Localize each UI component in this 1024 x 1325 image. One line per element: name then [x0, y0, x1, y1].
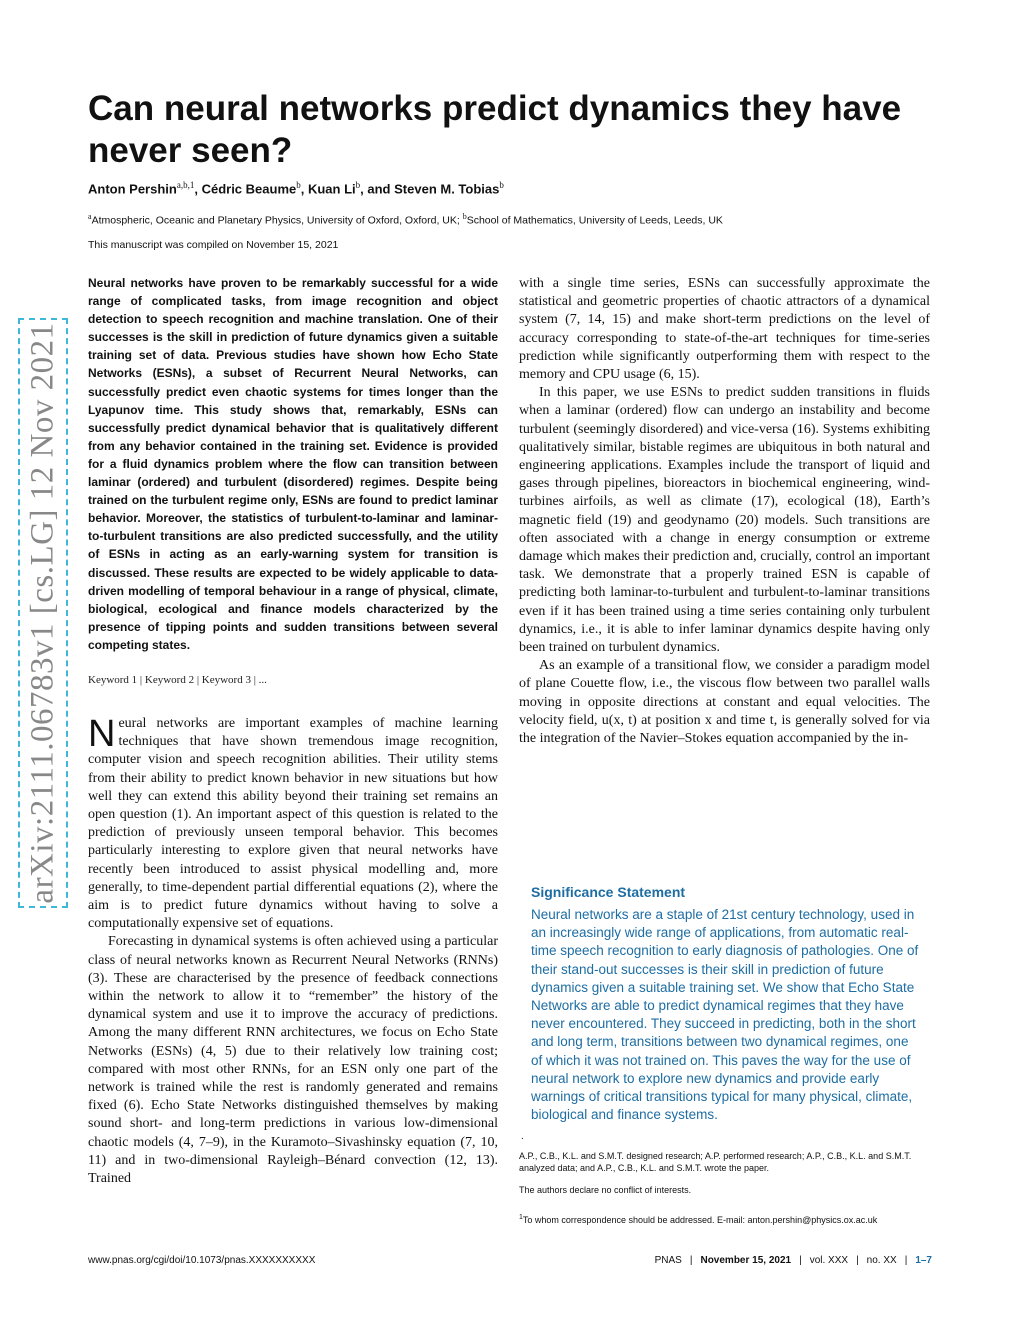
paragraph: Forecasting in dynamical systems is often achieved using a particular class of neural networks known as Recurrent Neural Networks (RNNs) (3). These are characterised by the presence of feedback connections within the network to allow it to “remember” the history of the dynamical system and use it to improve the accuracy of predictions. Among the many different RNN architectures, we focus on Echo State Networks (ESNs) (4, 5) due to their relatively low training cost; compared with most other RNNs, for an ESN only one part of the network is trained while the rest is randomly generated and remains fixed (6). Echo State Networks distinguished themselves by making sound short- and long-term predictions in various low-dimensional chaotic models (4, 7–9), in the Kuramoto–Sivashinsky equation (7, 10, 11) and in two-dimensional Rayleigh–Bénard convection (12, 13). Trained [88, 934, 498, 1187]
author-mark: b [296, 180, 301, 190]
compiled-date: This manuscript was compiled on November 15, 2021 [88, 239, 339, 251]
keywords: Keyword 1 | Keyword 2 | Keyword 3 | ... [88, 674, 267, 686]
dropcap: N [88, 713, 116, 755]
correspondence-note [519, 1212, 931, 1226]
affiliation-mark: b [462, 212, 467, 221]
author-name: Cédric Beaume [201, 181, 297, 197]
footer-separator: | [799, 1255, 802, 1266]
significance-body: Neural networks are a staple of 21st century technology, used in an increasingly wide range of applications, from automatic real-time speech recognition to early diagnosis of pathologies. One of their stand-out successes is their skill in prediction of future dynamics given a suitable training set. We show that Echo State Networks are able to predict dynamical regimes that they have never encountered. They succeed in predicting, both in the short and long term, transitions between two dynamical regimes, one of which it was not trained on. This paves the way for the use of neural network to explore new dynamics and provide early warnings of critical transitions typical for many physical, climate, biological and finance systems. [531, 907, 919, 1123]
body-right-column [519, 275, 930, 748]
paragraph: As an example of a transitional flow, we consider a paradigm model of plane Couette flow, i.e., the viscous flow between two parallel walls moving in opposite directions at constant and equal velocities. The velocity field, u(x, t) at position x and time t, is generally solved for via the integration of the Navier–Stokes equation accompanied by the in- [519, 658, 930, 747]
page-title: Can neural networks predict dynamics they have never seen? [88, 89, 902, 170]
author-list: Anton Pershin$^{a,b,1}$, Cédric Beaume$^b$, Kuan Li$^b$, and Steven M. Tobias$^b$ [88, 180, 504, 197]
paragraph-text: eural networks are important examples of machine learning techniques that have shown tremendous image recognition, computer vision and speech recognition abilities. Their utility stems from their ability to predict known behavior in new situations but how well they can extend this ability beyond their training set remains an open question (1). An important aspect of this question is related to the prediction of previously unseen temporal behavior. This becomes particularly interesting to explore given that neural networks have recently been introduced to assist physical modelling and, more generally, to time-dependent partial differential equations (2), where the aim is to predict future dynamics without having to solve a computationally expensive set of equations. [88, 716, 498, 932]
author-contributions: A.P., C.B., K.L. and S.M.T. designed research; A.P. performed research; A.P., C.B., K.L. and S.M.T. analyzed data; and A.P., C.B., K.L. and S.M.T. wrote the paper. [519, 1151, 912, 1173]
affiliation-b: School of Mathematics, University of Leeds, Leeds, UK [466, 214, 723, 227]
footer-separator: | [689, 1255, 693, 1266]
affiliation-mark: a [88, 212, 92, 221]
significance-title: Significance Statement [531, 884, 686, 900]
paragraph [88, 715, 498, 933]
paragraph: In this paper, we use ESNs to predict sudden transitions in fluids when a laminar (ordered) flow can undergo an instability and become turbulent (seemingly disordered) and vice-versa (16). Systems exhibiting qualitatively similar, bistable regimes are ubiquitous in both natural and engineering applications. Examples include the transport of liquid and gases through pipelines, bioreactors in biochemical engineering, wind-turbines airfoils, as well as climate (17), ecological (18), Earth’s magnetic field (19) and geodynamo (20) models. Such transitions are often associated with a change in energy consumption or extreme damage which makes their prediction and, crucially, control an important task. We demonstrate that a properly trained ESN is capable of predicting both laminar-to-turbulent and turbulent-to-laminar transitions even if it has been trained using a time series containing only turbulent dynamics, i.e., it is able to infer laminar dynamics despite having only been trained on turbulent dynamics. [519, 385, 930, 656]
paragraph: with a single time series, ESNs can successfully approximate the statistical and geometric properties of chaotic attractors of a dynamical system (7, 14, 15) and make short-term predictions on the level of accuracy corresponding to state-of-the-art techniques for time-series prediction while significantly outperforming them with respect to the memory and CPU usage (6, 15). [519, 276, 930, 383]
footer-separator: | [856, 1255, 859, 1266]
footer-pages: 1–7 [915, 1255, 932, 1266]
author-mark: b [355, 180, 361, 190]
footer-info [655, 1255, 932, 1266]
author-name: Anton Pershin [88, 181, 177, 197]
correspondence-text: To whom correspondence should be addressed. E-mail: anton.pershin@physics.ox.ac.uk [522, 1215, 878, 1225]
conflict-statement: The authors declare no conflict of interests. [519, 1185, 692, 1195]
separator-dot: . [521, 1131, 524, 1142]
author-mark: b [499, 180, 504, 190]
affiliation-a: Atmospheric, Oceanic and Planetary Physics, University of Oxford, Oxford, UK; [91, 214, 460, 227]
abstract: Neural networks have proven to be remarkably successful for a wide range of complicated tasks, from image recognition and object detection to speech recognition and machine translation. One of their successes is the skill in prediction of future dynamics given a suitable training set of data. Previous studies have shown how Echo State Networks (ESNs), a subset of Recurrent Neural Networks, can successfully predict even chaotic systems for times longer than the Lyapunov time. This study shows that, remarkably, ESNs can successfully predict dynamical behavior that is qualitatively different from any behavior contained in the training set. Evidence is provided for a fluid dynamics problem where the flow can transition between laminar (ordered) and turbulent (disordered) regimes. Despite being trained on the turbulent regime only, ESNs are found to predict laminar behavior. Moreover, the statistics of turbulent-to-laminar and laminar-to-turbulent transitions are also predicted successfully, and the utility of ESNs in acting as an early-warning system for transition is discussed. These results are expected to be widely applicable to data-driven modelling of temporal behaviour in a range of physical, climate, biological, ecological and finance models characterized by the presence of tipping points and sudden transitions between several competing states. [88, 276, 498, 652]
author-name: Steven M. Tobias [394, 181, 500, 197]
footer-number: no. XX [866, 1255, 897, 1266]
arxiv-id: arXiv:2111.06783v1 [cs.LG] 12 Nov 2021 [24, 322, 61, 904]
body-left-column [88, 715, 498, 1188]
author-and: and [367, 181, 391, 197]
footer-journal: PNAS [654, 1255, 682, 1266]
footer-date: November 15, 2021 [700, 1255, 792, 1266]
correspondence-mark: 1 [519, 1214, 523, 1221]
significance-statement [519, 872, 931, 1134]
footer-volume: vol. XXX [809, 1255, 849, 1266]
footer-separator: | [904, 1255, 908, 1266]
author-mark: a,b,1 [176, 180, 195, 190]
arxiv-stamp [18, 318, 68, 908]
footer-doi[interactable]: www.pnas.org/cgi/doi/10.1073/pnas.XXXXXXXXXX [88, 1255, 316, 1266]
author-name: Kuan Li [307, 181, 356, 197]
affiliations [88, 212, 723, 227]
